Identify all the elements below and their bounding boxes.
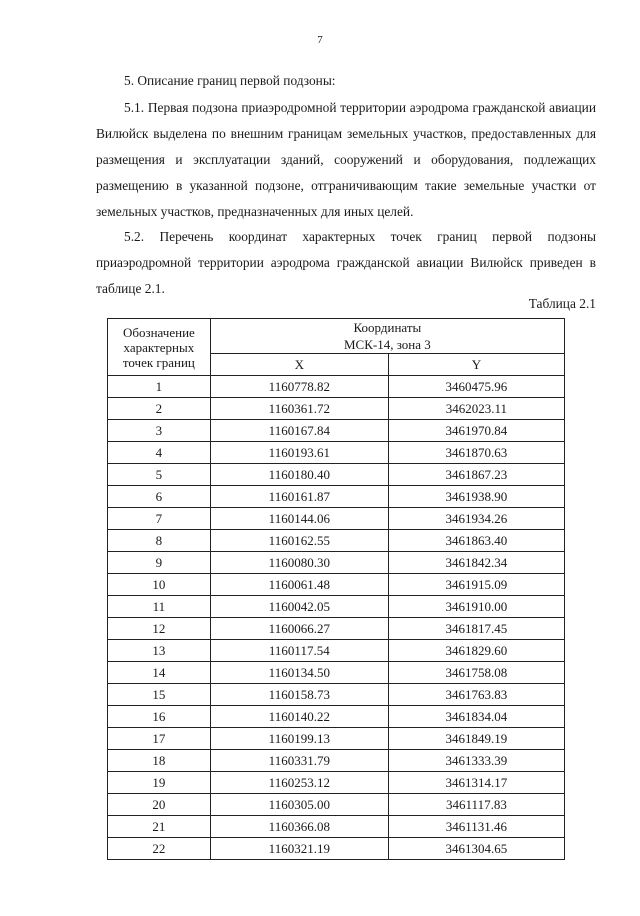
x-coordinate-cell: 1160134.50 xyxy=(210,662,388,684)
point-number-cell: 10 xyxy=(108,574,211,596)
x-coordinate-cell: 1160140.22 xyxy=(210,706,388,728)
table-row xyxy=(108,464,565,486)
x-coordinate-cell: 1160321.19 xyxy=(210,838,388,860)
y-coordinate-cell: 3461915.09 xyxy=(388,574,564,596)
table-row xyxy=(108,816,565,838)
point-number-cell: 9 xyxy=(108,552,211,574)
y-coordinate-cell: 3461863.40 xyxy=(388,530,564,552)
table-row xyxy=(108,662,565,684)
y-coordinate-cell: 3461304.65 xyxy=(388,838,564,860)
y-coordinate-cell: 3461867.23 xyxy=(388,464,564,486)
point-number-cell: 15 xyxy=(108,684,211,706)
y-coordinate-cell: 3461758.08 xyxy=(388,662,564,684)
table-row xyxy=(108,420,565,442)
x-coordinate-cell: 1160158.73 xyxy=(210,684,388,706)
y-coordinate-cell: 3461333.39 xyxy=(388,750,564,772)
table-row xyxy=(108,728,565,750)
table-row xyxy=(108,772,565,794)
y-coordinate-cell: 3461829.60 xyxy=(388,640,564,662)
x-coordinate-cell: 1160162.55 xyxy=(210,530,388,552)
x-coordinate-cell: 1160161.87 xyxy=(210,486,388,508)
header-designation: Обозначение характерных точек границ xyxy=(108,319,211,376)
point-number-cell: 21 xyxy=(108,816,211,838)
table-row xyxy=(108,574,565,596)
point-number-cell: 2 xyxy=(108,398,211,420)
point-number-cell: 3 xyxy=(108,420,211,442)
header-x: X xyxy=(210,354,388,376)
table-row xyxy=(108,684,565,706)
x-coordinate-cell: 1160061.48 xyxy=(210,574,388,596)
table-row xyxy=(108,442,565,464)
point-number-cell: 4 xyxy=(108,442,211,464)
y-coordinate-cell: 3461870.63 xyxy=(388,442,564,464)
table-caption: Таблица 2.1 xyxy=(528,296,596,311)
coordinates-table xyxy=(107,318,565,860)
y-coordinate-cell: 3461938.90 xyxy=(388,486,564,508)
point-number-cell: 22 xyxy=(108,838,211,860)
point-number-cell: 5 xyxy=(108,464,211,486)
paragraph-5-2-text: 5.2. Перечень координат характерных точек границ первой подзоны приаэродромной территории аэродрома гражданской авиации Вилюйск приведен в таблице 2.1. xyxy=(96,229,596,296)
table-row xyxy=(108,376,565,398)
table-row xyxy=(108,794,565,816)
y-coordinate-cell: 3461934.26 xyxy=(388,508,564,530)
y-coordinate-cell: 3461842.34 xyxy=(388,552,564,574)
point-number-cell: 14 xyxy=(108,662,211,684)
table-row xyxy=(108,398,565,420)
x-coordinate-cell: 1160361.72 xyxy=(210,398,388,420)
y-coordinate-cell: 3461117.83 xyxy=(388,794,564,816)
table-row xyxy=(108,618,565,640)
table-row xyxy=(108,530,565,552)
y-coordinate-cell: 3462023.11 xyxy=(388,398,564,420)
x-coordinate-cell: 1160080.30 xyxy=(210,552,388,574)
paragraph-5-2 xyxy=(96,224,596,302)
y-coordinate-cell: 3461970.84 xyxy=(388,420,564,442)
point-number-cell: 18 xyxy=(108,750,211,772)
table-row xyxy=(108,596,565,618)
point-number-cell: 1 xyxy=(108,376,211,398)
table-row xyxy=(108,706,565,728)
x-coordinate-cell: 1160180.40 xyxy=(210,464,388,486)
y-coordinate-cell: 3461849.19 xyxy=(388,728,564,750)
x-coordinate-cell: 1160066.27 xyxy=(210,618,388,640)
table-row xyxy=(108,750,565,772)
x-coordinate-cell: 1160042.05 xyxy=(210,596,388,618)
section-heading xyxy=(96,68,596,94)
x-coordinate-cell: 1160331.79 xyxy=(210,750,388,772)
header-coordinates-system: МСК-14, зона 3 xyxy=(343,337,431,352)
y-coordinate-cell: 3461910.00 xyxy=(388,596,564,618)
table-row xyxy=(108,552,565,574)
point-number-cell: 20 xyxy=(108,794,211,816)
x-coordinate-cell: 1160305.00 xyxy=(210,794,388,816)
x-coordinate-cell: 1160778.82 xyxy=(210,376,388,398)
paragraph-5-1 xyxy=(96,95,596,225)
coordinates-table-body xyxy=(108,376,565,860)
y-coordinate-cell: 3461763.83 xyxy=(388,684,564,706)
x-coordinate-cell: 1160144.06 xyxy=(210,508,388,530)
paragraph-5-1-text: 5.1. Первая подзона приаэродромной территории аэродрома гражданской авиации Вилюйск выделена по внешним границам земельных участков, предоставленных для размещения и эксплуатации зданий, сооружений и оборудования, подлежащих размещению в указанной подзоне, отграничивающим такие земельные участки от земельных участков, предназначенных для иных целей. xyxy=(96,100,596,219)
y-coordinate-cell: 3460475.96 xyxy=(388,376,564,398)
point-number-cell: 6 xyxy=(108,486,211,508)
x-coordinate-cell: 1160366.08 xyxy=(210,816,388,838)
point-number-cell: 7 xyxy=(108,508,211,530)
point-number-cell: 17 xyxy=(108,728,211,750)
x-coordinate-cell: 1160193.61 xyxy=(210,442,388,464)
header-y: Y xyxy=(388,354,564,376)
page-number: 7 xyxy=(317,34,323,46)
table-row xyxy=(108,838,565,860)
y-coordinate-cell: 3461834.04 xyxy=(388,706,564,728)
table-row xyxy=(108,640,565,662)
header-coordinates xyxy=(210,319,564,354)
point-number-cell: 12 xyxy=(108,618,211,640)
point-number-cell: 16 xyxy=(108,706,211,728)
table-row xyxy=(108,486,565,508)
x-coordinate-cell: 1160167.84 xyxy=(210,420,388,442)
y-coordinate-cell: 3461131.46 xyxy=(388,816,564,838)
x-coordinate-cell: 1160117.54 xyxy=(210,640,388,662)
point-number-cell: 13 xyxy=(108,640,211,662)
header-coordinates-title: Координаты xyxy=(353,320,422,335)
section-heading-text: 5. Описание границ первой подзоны: xyxy=(124,73,336,88)
x-coordinate-cell: 1160199.13 xyxy=(210,728,388,750)
x-coordinate-cell: 1160253.12 xyxy=(210,772,388,794)
point-number-cell: 19 xyxy=(108,772,211,794)
table-row xyxy=(108,508,565,530)
point-number-cell: 8 xyxy=(108,530,211,552)
y-coordinate-cell: 3461314.17 xyxy=(388,772,564,794)
y-coordinate-cell: 3461817.45 xyxy=(388,618,564,640)
point-number-cell: 11 xyxy=(108,596,211,618)
